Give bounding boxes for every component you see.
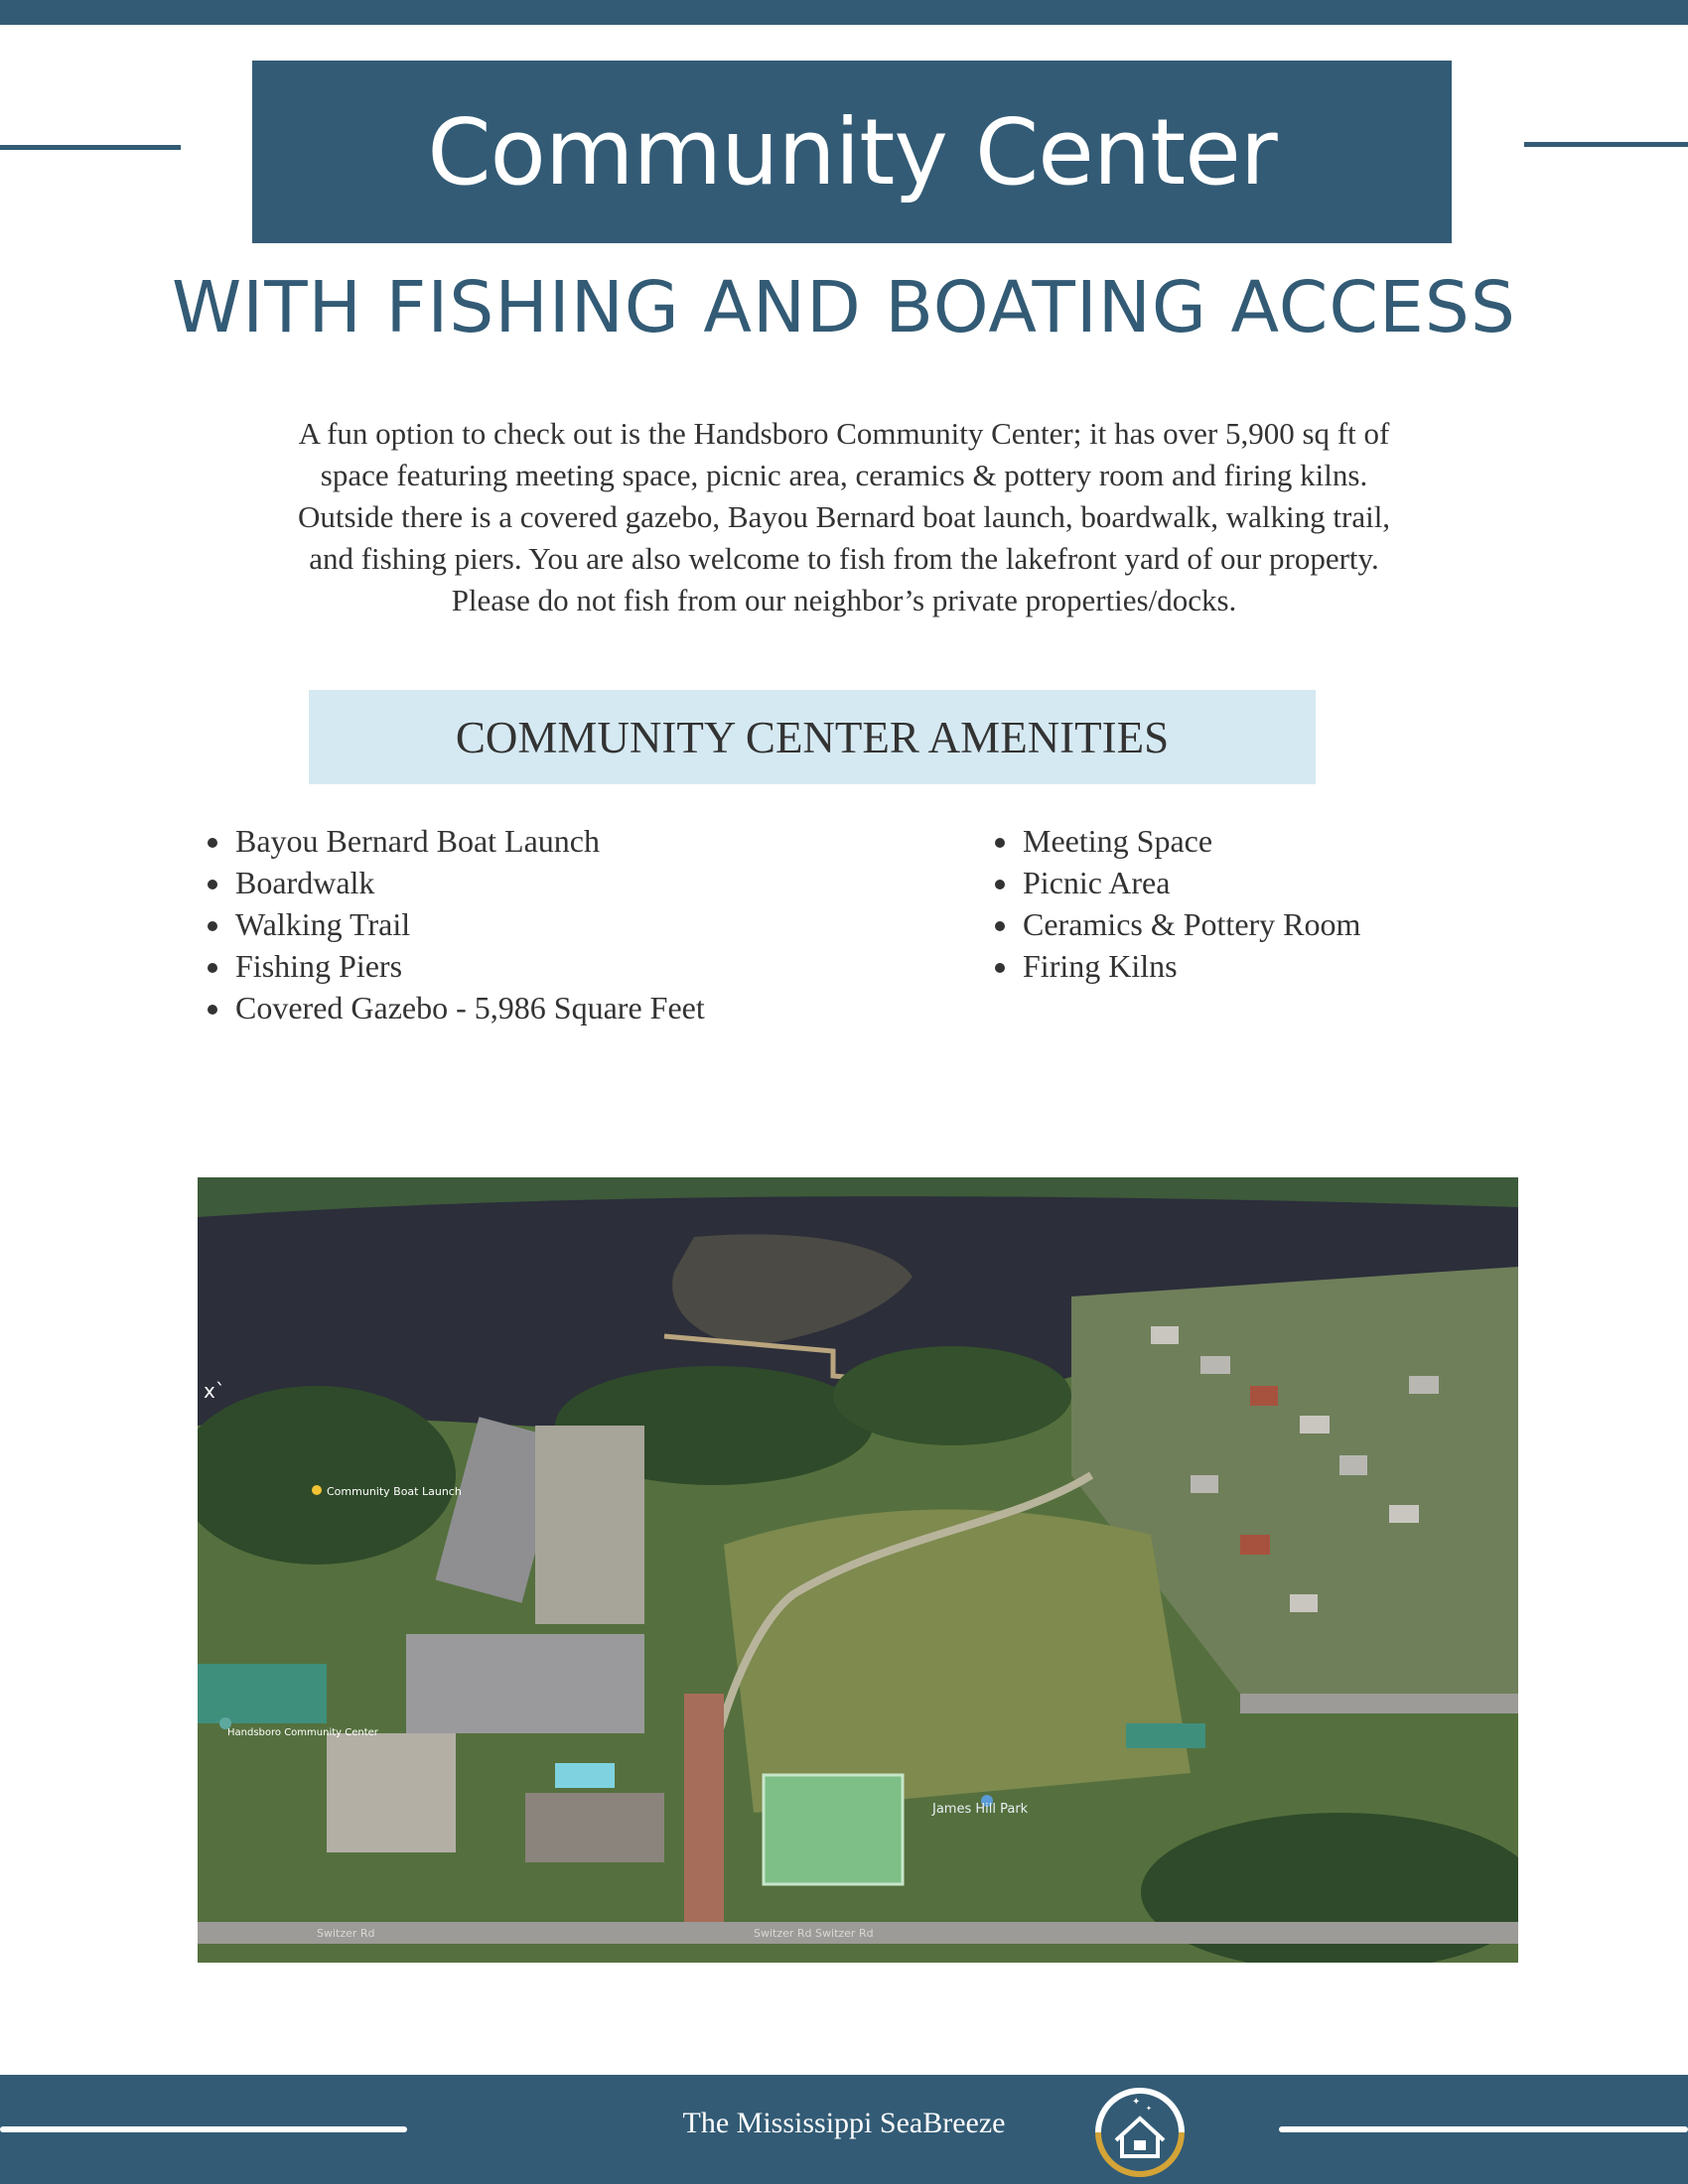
intro-line: Outside there is a covered gazebo, Bayou Bernard boat launch, boardwalk, walking trail, <box>297 499 1391 534</box>
road-label: Switzer Rd Switzer Rd <box>754 1927 874 1940</box>
intro-line: space featuring meeting space, picnic area, ceramics & pottery room and firing kilns. <box>320 458 1368 492</box>
amenity-item: • Bayou Bernard Boat Launch <box>233 820 988 862</box>
tree-cluster <box>833 1346 1071 1445</box>
house <box>1240 1535 1270 1555</box>
clubhouse <box>525 1793 664 1862</box>
footer-divider-right <box>1279 2126 1688 2132</box>
amenity-item: • Ceramics & Pottery Room <box>1021 903 1577 945</box>
amenity-item: • Fishing Piers <box>233 945 988 987</box>
amenities-heading: COMMUNITY CENTER AMENITIES <box>455 712 1170 762</box>
corner-mark: x` <box>204 1379 225 1403</box>
amenity-item: • Boardwalk <box>233 862 988 903</box>
park-label: James Hill Park <box>932 1802 1029 1817</box>
community-center-label: Handsboro Community Center <box>227 1727 378 1738</box>
page-title-box <box>252 61 1452 243</box>
logo-window <box>1134 2140 1146 2150</box>
intro-line: and fishing piers. You are also welcome to fish from the lakefront yard of our property. <box>309 541 1379 576</box>
apartment-building <box>406 1634 644 1733</box>
community-center-roof <box>198 1664 327 1723</box>
amenities-list-left <box>199 820 988 1028</box>
house <box>1339 1455 1367 1475</box>
house <box>1409 1376 1439 1394</box>
amenity-item: • Meeting Space <box>1021 820 1577 862</box>
map-pin-icon <box>312 1485 322 1495</box>
footer-brand: The Mississippi SeaBreeze <box>682 2107 1006 2139</box>
footer <box>0 2075 1688 2184</box>
amenity-item: • Picnic Area <box>1021 862 1577 903</box>
house <box>1250 1386 1278 1406</box>
amenity-item: • Firing Kilns <box>1021 945 1577 987</box>
road-label: Switzer Rd <box>317 1927 375 1940</box>
house-logo-icon <box>1090 2081 1190 2180</box>
open-field <box>724 1510 1191 1813</box>
intro-line: A fun option to check out is the Handsboro Community Center; it has over 5,900 sq ft of <box>298 416 1390 451</box>
page-title: Community Center <box>427 98 1277 205</box>
header-divider-left <box>0 145 181 150</box>
amenities-list-right <box>986 820 1577 987</box>
house <box>1290 1594 1318 1612</box>
logo-star-icon: ✦ <box>1132 2097 1141 2108</box>
house <box>1191 1475 1218 1493</box>
intro-line: Please do not fish from our neighbor’s private properties/docks. <box>451 583 1237 617</box>
boat-launch-label: Community Boat Launch <box>327 1485 462 1498</box>
intro-paragraph <box>199 413 1489 621</box>
house <box>1300 1416 1330 1433</box>
tennis-court <box>764 1775 903 1884</box>
amenities-heading-box <box>309 690 1316 784</box>
house <box>1389 1505 1419 1523</box>
amenity-item: • Covered Gazebo - 5,986 Square Feet <box>233 987 988 1028</box>
amenity-item: • Walking Trail <box>233 903 988 945</box>
header-divider-right <box>1524 142 1688 147</box>
page-subtitle: WITH FISHING AND BOATING ACCESS <box>172 266 1516 348</box>
house <box>1151 1326 1179 1344</box>
aerial-photo-illustration <box>198 1177 1518 1963</box>
aerial-photo <box>198 1177 1518 1963</box>
pool <box>555 1763 615 1788</box>
house <box>1200 1356 1230 1374</box>
top-bar <box>0 0 1688 25</box>
gazebo-roof <box>1126 1723 1205 1748</box>
footer-divider-left <box>0 2126 407 2132</box>
logo-star-icon: ✦ <box>1146 2105 1152 2113</box>
driveway <box>684 1694 724 1922</box>
parking-lot <box>535 1426 644 1624</box>
parking-lot <box>327 1733 456 1852</box>
road <box>1240 1694 1518 1713</box>
